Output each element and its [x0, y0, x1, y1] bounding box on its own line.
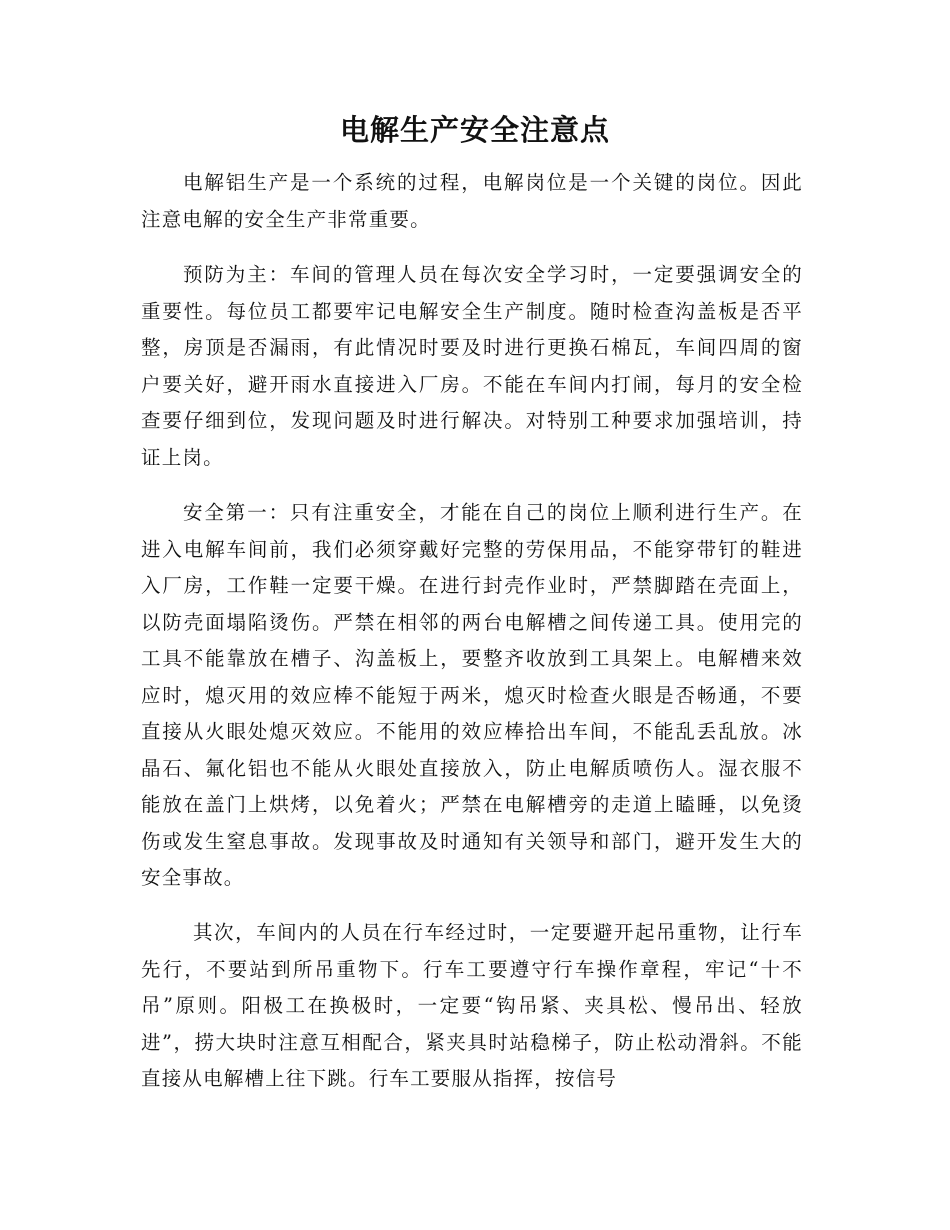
paragraph-intro: 电解铝生产是一个系统的过程，电解岗位是一个关键的岗位。因此注意电解的安全生产非常重要。	[141, 171, 803, 231]
document-title: 电解生产安全注意点	[339, 113, 610, 147]
paragraph-prevention: 预防为主：车间的管理人员在每次安全学习时，一定要强调安全的重要性。每位员工都要牢记电解安全生产制度。随时检查沟盖板是否平整，房顶是否漏雨，有此情况时要及时进行更换石棉瓦，车间四周的窗户要关好，避开雨水直接进入厂房。不能在车间内打闹，每月的安全检查要仔细到位，发现问题及时进行解决。对特别工种要求加强培训，持证上岗。	[141, 263, 803, 469]
paragraph-safety-first: 安全第一：只有注重安全，才能在自己的岗位上顺利进行生产。在进入电解车间前，我们必须穿戴好完整的劳保用品，不能穿带钉的鞋进入厂房，工作鞋一定要干燥。在进行封壳作业时，严禁脚踏在壳面上，以防壳面塌陷烫伤。严禁在相邻的两台电解槽之间传递工具。使用完的工具不能靠放在槽子、沟盖板上，要整齐收放到工具架上。电解槽来效应时，熄灭用的效应棒不能短于两米，熄灭时检查火眼是否畅通，不要直接从火眼处熄灭效应。不能用的效应棒拾出车间，不能乱丢乱放。冰晶石、氟化铝也不能从火眼处直接放入，防止电解质喷伤人。湿衣服不能放在盖门上烘烤，以免着火；严禁在电解槽旁的走道上瞌睡，以免烫伤或发生窒息事故。发现事故及时通知有关领导和部门，避开发生大的安全事故。	[141, 501, 803, 889]
paragraph-crane-operation: 其次，车间内的人员在行车经过时，一定要避开起吊重物，让行车先行，不要站到所吊重物下。行车工要遵守行车操作章程，牢记“十不吊”原则。阳极工在换极时，一定要“钩吊紧、夹具松、慢吊出、轻放进”，捞大块时注意互相配合，紧夹具时站稳梯子，防止松动滑斜。不能直接从电解槽上往下跳。行车工要服从指挥，按信号	[141, 921, 803, 1090]
